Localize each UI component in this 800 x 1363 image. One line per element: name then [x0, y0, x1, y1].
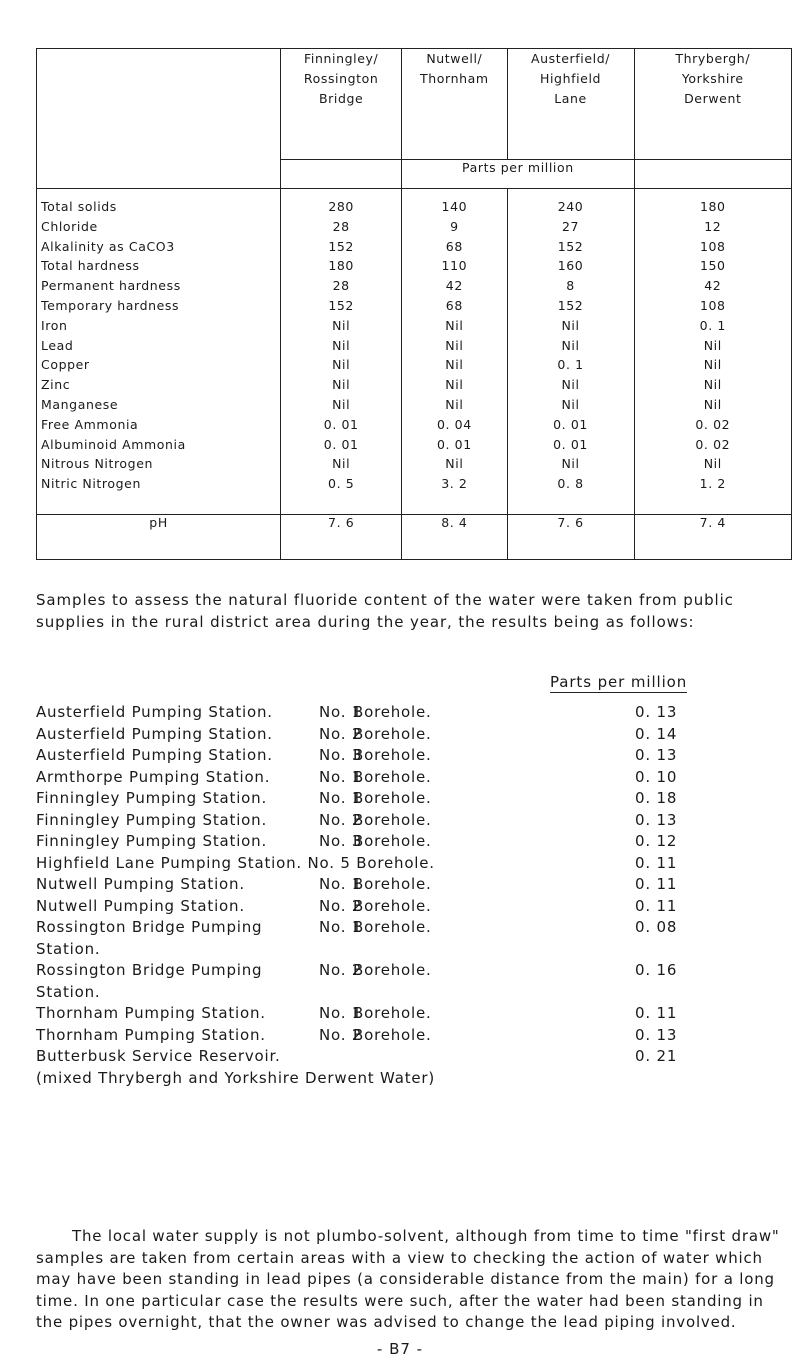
fluoride-note-row [36, 1068, 796, 1090]
fluoride-row [36, 853, 796, 875]
fluoride-value: 0. 08 [635, 918, 678, 936]
analysis-row-label: Permanent hardness [41, 278, 181, 294]
ph-value: 8. 4 [402, 515, 507, 560]
analysis-value: Nil [445, 377, 464, 393]
header-line: Bridge [318, 91, 364, 106]
station-name: Rossington Bridge Pumping [36, 961, 263, 979]
fluoride-value: 0. 21 [635, 1047, 678, 1065]
analysis-value: 28 [332, 278, 350, 294]
analysis-value: 0. 1 [557, 357, 584, 373]
station-name: Armthorpe Pumping Station. [36, 767, 271, 786]
analysis-value: 0. 1 [699, 317, 726, 333]
fluoride-row [36, 745, 796, 767]
borehole-number: No. 1 [319, 1004, 363, 1022]
borehole-number: No. 1 [319, 918, 363, 936]
analysis-value: 280 [328, 199, 354, 214]
borehole-label: Borehole. [353, 961, 432, 979]
analysis-value: 110 [441, 258, 468, 274]
fluoride-value: 0. 14 [635, 724, 678, 743]
analysis-value: 0. 01 [323, 416, 359, 432]
values-cell-col1 [281, 189, 402, 515]
station-name: Austerfield Pumping Station. [36, 724, 273, 743]
borehole-label: Borehole. [353, 1004, 432, 1022]
column-header-nutwell [402, 49, 507, 160]
analysis-value: 1. 2 [699, 476, 726, 492]
borehole-number: No. 2 [319, 724, 363, 743]
analysis-row-label: Alkalinity as CaCO3 [41, 238, 175, 254]
analysis-row-label: Lead [41, 337, 74, 353]
analysis-row-label: Iron [41, 317, 68, 333]
analysis-value: Nil [703, 337, 722, 353]
header-line: Lane [554, 91, 587, 106]
analysis-value: Nil [445, 337, 464, 353]
fluoride-row [36, 702, 796, 724]
analysis-value: Nil [332, 357, 351, 373]
analysis-row-label: Chloride [41, 218, 98, 234]
borehole-label: Borehole. [353, 724, 432, 743]
header-line: Derwent [684, 91, 742, 106]
borehole-number: No. 2 [319, 1025, 363, 1044]
analysis-row-label: Manganese [41, 396, 119, 412]
header-line: Thornham [420, 71, 489, 86]
fluoride-row [36, 960, 796, 1003]
fluoride-results-list [36, 702, 796, 1089]
analysis-row-label: Copper [41, 357, 90, 373]
analysis-value: Nil [332, 317, 351, 333]
analysis-value: 160 [557, 258, 584, 274]
water-analysis-table [36, 48, 792, 560]
analysis-row-label: Total solids [41, 199, 117, 214]
analysis-value: Nil [561, 456, 580, 472]
fluoride-row [36, 1003, 796, 1025]
values-cell-col3 [507, 189, 634, 515]
analysis-value: 0. 8 [557, 476, 584, 492]
column-header-austerfield [507, 49, 634, 160]
fluoride-note: (mixed Thrybergh and Yorkshire Derwent Water) [36, 1068, 436, 1087]
fluoride-row [36, 767, 796, 789]
fluoride-value: 0. 13 [635, 1025, 678, 1044]
station-name: Finningley Pumping Station. [36, 810, 268, 829]
analysis-value: 150 [699, 258, 726, 274]
analysis-body-row [37, 189, 792, 515]
fluoride-row [36, 810, 796, 832]
fluoride-intro-paragraph: Samples to assess the natural fluoride content of the water were taken from public supplies in the rural district area during the year, the results being as follows: [36, 591, 734, 631]
analysis-value: 108 [699, 238, 726, 254]
analysis-value: 0. 01 [553, 436, 588, 452]
analysis-row-label: Free Ammonia [41, 416, 139, 432]
borehole-label: Borehole. [353, 896, 432, 915]
analysis-value: Nil [445, 396, 464, 412]
fluoride-value: 0. 12 [635, 832, 678, 850]
fluoride-unit-heading: Parts per million [550, 673, 688, 691]
analysis-value: 0. 01 [323, 436, 359, 452]
analysis-value: Nil [445, 317, 464, 333]
fluoride-row [36, 1046, 796, 1068]
station-name: Austerfield Pumping Station. [36, 703, 273, 721]
analysis-row-label: Nitrous Nitrogen [41, 456, 154, 472]
header-line: Highfield [539, 71, 602, 86]
analysis-value: 42 [445, 278, 463, 294]
fluoride-value: 0. 11 [635, 1004, 678, 1022]
analysis-value: Nil [445, 456, 464, 472]
station-name-cont: Station. [36, 982, 101, 1001]
fluoride-row [36, 831, 796, 853]
analysis-value: Nil [332, 337, 351, 353]
analysis-value: Nil [703, 456, 722, 472]
analysis-value: 0. 5 [328, 476, 355, 492]
station-name: Thornham Pumping Station. [36, 1025, 266, 1044]
borehole-number: No. 2 [319, 810, 363, 829]
analysis-value: Nil [332, 396, 351, 412]
header-line: Rossington [303, 71, 379, 86]
analysis-value: 0. 01 [436, 436, 472, 452]
analysis-value: Nil [561, 377, 580, 393]
fluoride-value: 0. 13 [635, 703, 678, 721]
borehole-label: Borehole. [353, 832, 432, 850]
fluoride-value: 0. 11 [635, 896, 678, 915]
analysis-value: 12 [704, 218, 722, 234]
analysis-value: Nil [561, 317, 580, 333]
analysis-row-label: Total hardness [41, 258, 140, 274]
row-labels-cell [37, 189, 281, 515]
values-cell-col2 [402, 189, 507, 515]
header-line: Yorkshire [681, 71, 744, 86]
borehole-label: Borehole. [353, 746, 432, 764]
fluoride-value: 0. 13 [635, 810, 678, 829]
station-name: Rossington Bridge Pumping [36, 918, 263, 936]
analysis-value: 152 [328, 297, 354, 313]
analysis-value: 9 [450, 218, 459, 234]
borehole-number: No. 1 [319, 789, 363, 807]
borehole-number: No. 3 [319, 746, 363, 764]
borehole-label: Borehole. [353, 703, 432, 721]
lead-pipe-paragraph: The local water supply is not plumbo-solvent, although from time to time "first draw" samples are taken from certain areas with a view to checking the action of water which may have been standing in lead pipes (a considerable distance from the main) for a long time. In one particular case the results were such, after the water had been standing in the pipes overnight, that the owner was advised to change the lead piping involved. [36, 1227, 780, 1331]
ph-value: 7. 4 [634, 515, 791, 560]
station-name: Nutwell Pumping Station. [36, 896, 245, 915]
values-cell-col4 [634, 189, 791, 515]
analysis-value: 0. 04 [436, 416, 472, 432]
ph-value: 7. 6 [281, 515, 402, 560]
analysis-value: 68 [445, 238, 463, 254]
analysis-value: 27 [561, 218, 580, 234]
station-name-cont: Station. [36, 939, 101, 958]
borehole-label: Borehole. [353, 767, 432, 786]
page-number: - B7 - [376, 1340, 424, 1358]
borehole-number: No. 1 [319, 703, 363, 721]
fluoride-value: 0. 10 [635, 767, 678, 786]
fluoride-row [36, 1025, 796, 1047]
analysis-value: 28 [332, 218, 350, 234]
fluoride-row [36, 724, 796, 746]
analysis-value: 152 [557, 238, 584, 254]
fluoride-row [36, 896, 796, 918]
borehole-label: Borehole. [353, 810, 432, 829]
header-line: Finningley/ [304, 51, 379, 66]
station-name: Finningley Pumping Station. [36, 832, 268, 850]
analysis-value: 108 [699, 297, 726, 313]
analysis-value: 240 [557, 199, 584, 214]
table-header-row [37, 49, 792, 160]
analysis-value: 8 [566, 278, 575, 294]
analysis-row-label: Zinc [41, 377, 71, 393]
analysis-value: 180 [699, 199, 726, 214]
station-name: Austerfield Pumping Station. [36, 746, 273, 764]
analysis-value: Nil [561, 337, 580, 353]
unit-label: Parts per million [402, 160, 634, 189]
analysis-value: 140 [441, 199, 468, 214]
fluoride-value: 0. 11 [635, 853, 678, 872]
fluoride-value: 0. 11 [635, 875, 678, 893]
borehole-number: No. 3 [319, 832, 363, 850]
analysis-row-label: Nitric Nitrogen [41, 476, 141, 492]
analysis-value: 152 [328, 238, 354, 254]
borehole-number: No. 2 [319, 896, 363, 915]
borehole-label: Borehole. [353, 1025, 432, 1044]
borehole-label: Borehole. [353, 918, 432, 936]
station-name: Thornham Pumping Station. [36, 1004, 266, 1022]
fluoride-value: 0. 18 [635, 789, 678, 807]
header-line: Nutwell/ [426, 51, 483, 66]
station-name: Butterbusk Service Reservoir. [36, 1047, 281, 1065]
analysis-value: 68 [445, 297, 463, 313]
borehole-number: No. 1 [319, 875, 363, 893]
column-header-thrybergh [634, 49, 791, 160]
analysis-row-label: Temporary hardness [41, 297, 180, 313]
analysis-value: Nil [332, 456, 351, 472]
unit-blank-cell [634, 160, 791, 189]
analysis-value: 42 [704, 278, 722, 294]
analysis-value: 180 [328, 258, 354, 274]
analysis-value: 3. 2 [441, 476, 468, 492]
borehole-label: Borehole. [353, 875, 432, 893]
fluoride-row [36, 788, 796, 810]
analysis-value: Nil [703, 357, 722, 373]
analysis-value: 0. 02 [695, 436, 731, 452]
header-line: Austerfield/ [530, 51, 611, 66]
analysis-value: 152 [557, 297, 584, 313]
analysis-value: 0. 02 [695, 416, 731, 432]
analysis-row-label: Albuminoid Ammonia [41, 436, 186, 452]
analysis-value: Nil [561, 396, 580, 412]
fluoride-row [36, 874, 796, 896]
borehole-number: No. 2 [319, 961, 363, 979]
station-name: Highfield Lane Pumping Station. No. 5 Borehole. [36, 853, 435, 872]
station-name: Nutwell Pumping Station. [36, 875, 245, 893]
analysis-value: Nil [703, 377, 722, 393]
borehole-number: No. 1 [319, 767, 363, 786]
header-blank-cell [37, 49, 281, 189]
fluoride-value: 0. 16 [635, 961, 678, 979]
fluoride-value: 0. 13 [635, 746, 678, 764]
column-header-finningley [281, 49, 402, 160]
fluoride-row [36, 917, 796, 960]
ph-value: 7. 6 [507, 515, 634, 560]
analysis-value: 0. 01 [553, 416, 588, 432]
station-name: Finningley Pumping Station. [36, 789, 268, 807]
ph-label: pH [37, 515, 281, 560]
header-line: Thrybergh/ [675, 51, 751, 66]
borehole-label: Borehole. [353, 789, 432, 807]
analysis-value: Nil [332, 377, 351, 393]
analysis-value: Nil [445, 357, 464, 373]
unit-blank-cell [281, 160, 402, 189]
analysis-value: Nil [703, 396, 722, 412]
ph-row [37, 515, 792, 560]
